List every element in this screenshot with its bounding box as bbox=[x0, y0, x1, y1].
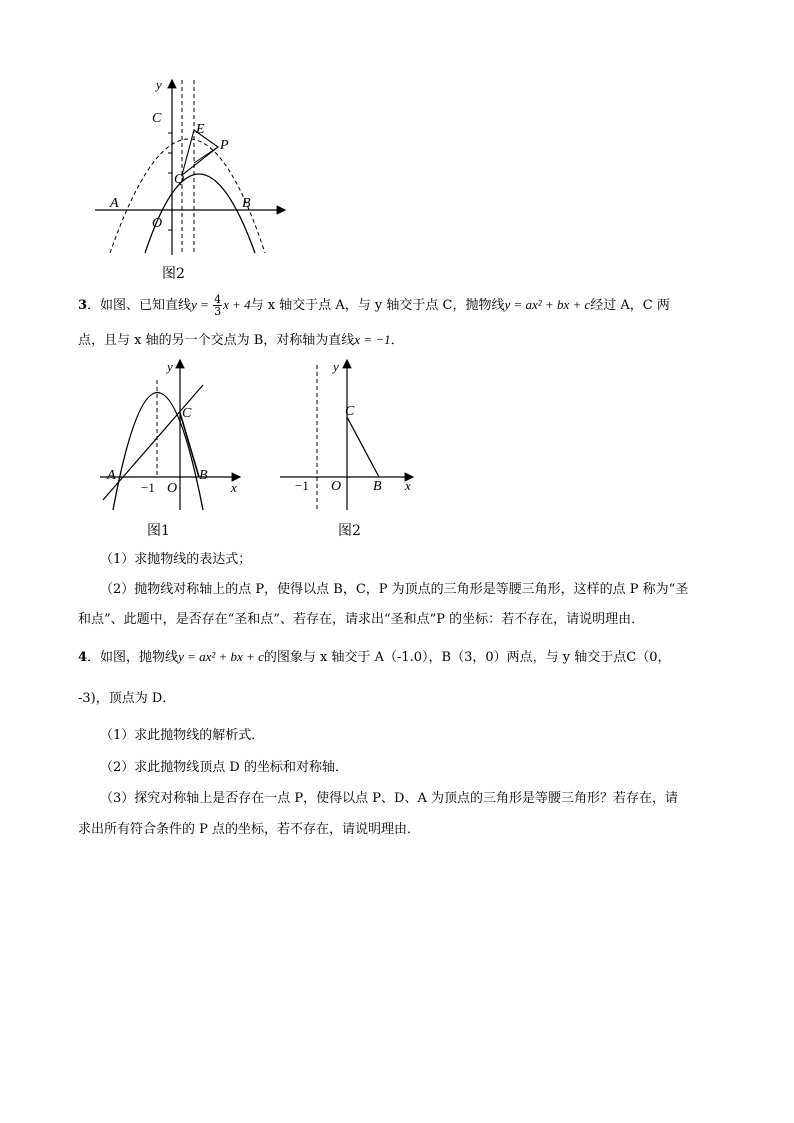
label-Q: Q bbox=[174, 172, 185, 187]
label-B: B bbox=[242, 196, 251, 211]
fraction-4-3: $\frac{4}{3}$ bbox=[214, 293, 222, 318]
label-O: O bbox=[167, 481, 178, 496]
label-B: B bbox=[373, 479, 382, 494]
label-O: O bbox=[152, 216, 163, 231]
label-minus-1: −1 bbox=[295, 478, 309, 493]
q4-part-3-line1: （3）探究对称轴上是否存在一点 P，使得以点 P、D、A 为顶点的三角形是等腰三角形？若存在，请 bbox=[100, 791, 678, 806]
q4-line1: 4．如图，抛物线y = ax² + bx + c的图象与 x 轴交于 A（-1.0），B（3，0）两点，与 y 轴交于点C（0， bbox=[78, 649, 671, 665]
label-y: y bbox=[167, 359, 173, 374]
label-x: x bbox=[231, 480, 237, 495]
q4-number: 4 bbox=[78, 650, 88, 665]
label-A: A bbox=[110, 196, 119, 211]
q3-number: 3 bbox=[78, 298, 88, 313]
q3-figure-1-caption: 图1 bbox=[147, 523, 170, 539]
label-y: y bbox=[156, 77, 162, 92]
q4-part-1: （1）求此抛物线的解析式． bbox=[100, 728, 265, 743]
q3-part-2-line2: 和点”、此题中，是否存在“圣和点”、若存在，请求出“圣和点”P 的坐标：若不存在，请说明理由． bbox=[78, 612, 645, 627]
label-C: C bbox=[345, 404, 355, 419]
label-O: O bbox=[331, 479, 342, 494]
label-minus-1: −1 bbox=[141, 480, 155, 495]
label-y: y bbox=[333, 359, 339, 374]
label-C: C bbox=[152, 111, 162, 126]
top-figure-caption: 图2 bbox=[162, 266, 185, 282]
q3-figure-1 bbox=[95, 355, 255, 515]
q4-line2: -3)，顶点为 D． bbox=[78, 691, 176, 706]
label-A: A bbox=[107, 468, 116, 483]
q3-line1: 3．如图、已知直线y = $\frac{4}{3}$ x + 4与 x 轴交于点 A，与 y 轴交于点 C，抛物线y = ax² + bx + c经过 A，C 两 bbox=[78, 293, 670, 318]
label-x: x bbox=[405, 478, 411, 493]
top-figure bbox=[90, 75, 300, 260]
q3-part-1: （1）求抛物线的表达式； bbox=[100, 552, 252, 567]
label-B: B bbox=[199, 468, 208, 483]
q4-part-2: （2）求此抛物线顶点 D 的坐标和对称轴． bbox=[100, 760, 348, 775]
solid-parabola bbox=[145, 174, 255, 253]
segment-cb bbox=[347, 417, 379, 477]
q3-figure-2 bbox=[275, 355, 425, 515]
segment-cb bbox=[180, 413, 199, 477]
label-C: C bbox=[182, 406, 192, 421]
q3-figure-2-caption: 图2 bbox=[338, 523, 361, 539]
q4-part-3-line2: 求出所有符合条件的 P 点的坐标，若不存在，请说明理由． bbox=[78, 822, 421, 837]
label-E: E bbox=[196, 122, 205, 137]
q3-part-2-line1: （2）抛物线对称轴上的点 P，使得以点 B，C，P 为顶点的三角形是等腰三角形，这样的点 P 称为“圣 bbox=[100, 582, 689, 597]
q3-line2: 点，且与 x 轴的另一个交点为 B，对称轴为直线x = −1． bbox=[78, 332, 404, 348]
label-P: P bbox=[220, 138, 229, 153]
